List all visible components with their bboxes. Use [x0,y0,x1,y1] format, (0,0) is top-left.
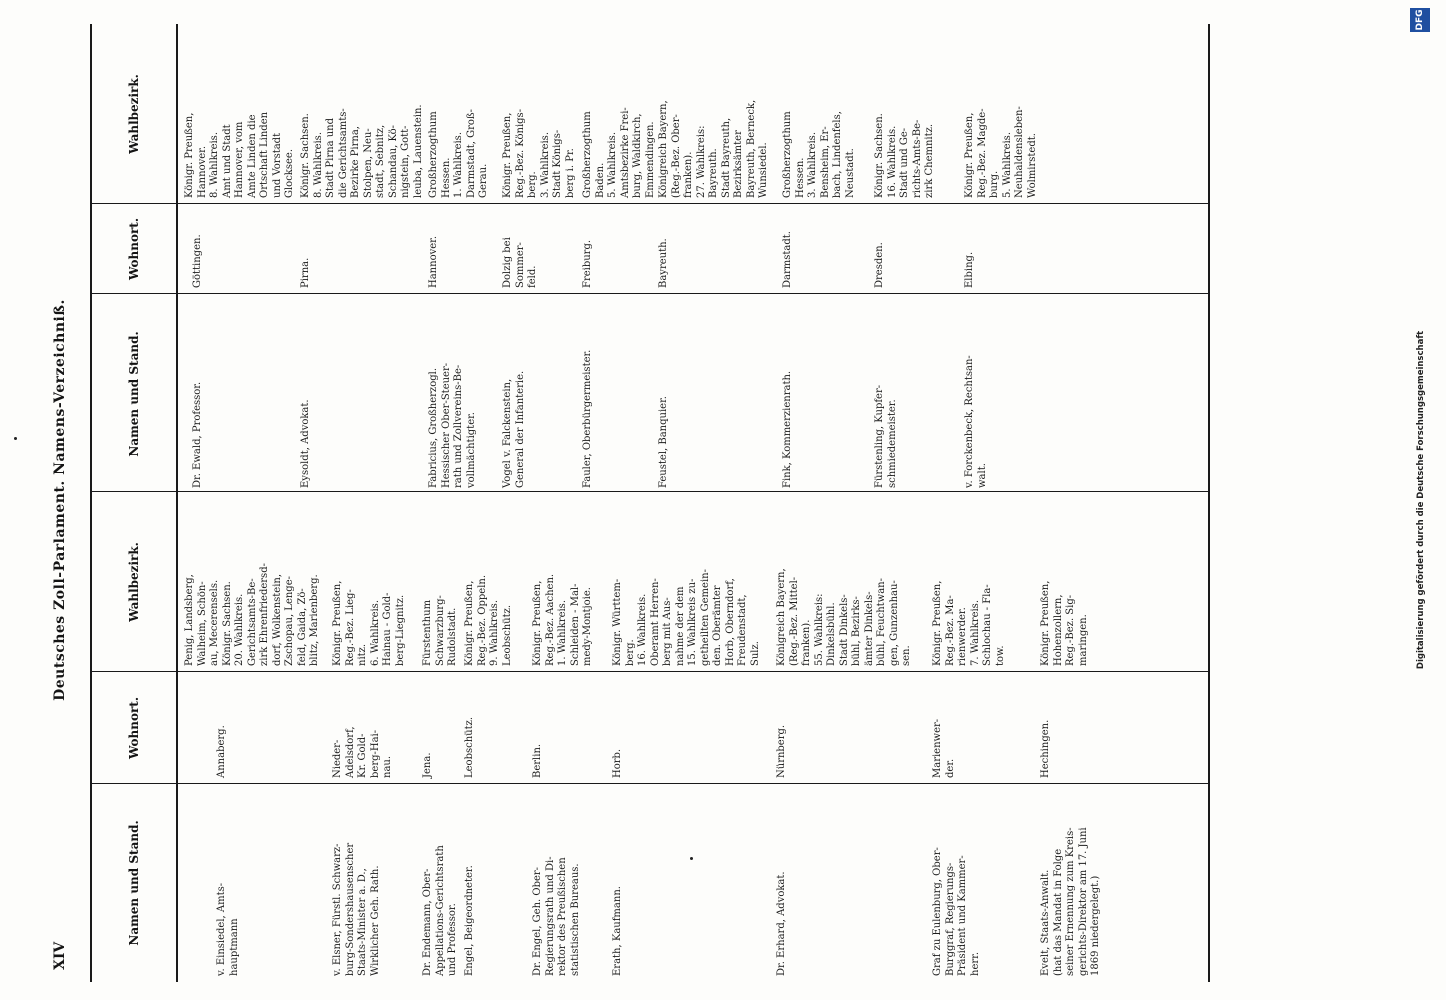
name-cell: Evelt, Staats-Anwalt. (hat das Mandat in Folge seiner Ernennung zum Kreis- gerichts-Direktor am 17. Juni 1869 niedergelegt.) [1040,827,1101,976]
district-cell: Königr. Württem- berg. 16. Wahlkreis. Oberamt Herren- berg mit Aus- nahme der dem 15. Wahlkreis zu- getheilten Gemein- den. Oberämter Horb, Oberndorf, Freudenstadt, Sulz. [612,569,761,666]
column-divider [92,671,1208,672]
residence-cell: Darmstadt. [782,231,793,288]
residence-cell: Dolzig bei Sommer- feld. [502,237,538,288]
name-cell: Engel, Beigeordneter. [464,865,475,976]
name-cell: Dr. Ewald, Professor. [192,381,203,488]
dfg-logo: DFG [1410,8,1430,32]
name-cell: Fauler, Oberbürgermeister. [582,349,593,488]
district-cell: Königr. Preußen, Reg.-Bez. Königs- berg. 3. Wahlkreis. Stadt Königs- berg i. Pr. [502,108,576,198]
district-cell: Königreich Bayern, (Reg.-Bez. Ober- franken). 27. Wahlkreis: Bayreuth. Stadt Bayreuth, Bezirksämter Bayreuth, Berneck, Wunsiedel. [658,99,769,198]
residence-cell: Hannover. [428,235,439,288]
name-cell: Dr. Engel, Geh. Ober- Regierungsrath und Di- rektor des Preußischen statistischen Bureaus. [532,856,581,976]
district-cell: Königr. Preußen, Reg.-Bez. Aachen. 1. Wahlkreis. Schleiden - Mal- medy-Montjoie. [532,573,593,666]
district-cell: Königr. Preußen, Hohenzollern, Reg.-Bez. Sig- maringen. [1040,580,1089,666]
district-cell: Großherzogthum Hessen. 1. Wahlkreis. Darmstadt, Groß- Gerau. [428,109,489,198]
header-district-right: Wahlbezirk. [92,24,178,204]
name-cell: Graf zu Eulenburg, Ober- Burggraf, Regierungs- Präsident und Kammer- herr. [932,847,981,976]
header-name-right: Namen und Stand. [92,294,178,494]
residence-cell: Göttingen. [192,234,203,288]
residence-cell: Bayreuth. [658,238,669,288]
name-cell: Erath, Kaufmann. [612,886,623,976]
district-cell: Königreich Bayern, (Reg.-Bez. Mittel- franken). 55. Wahlkreis: Dinkelsbühl. Stadt Dinkels- bühl, Bezirks- ämter Dinkels- bühl, Feuchtwan- gen, Gunzenhau- sen. [776,568,912,666]
district-cell: Großherzogthum Baden. 5. Wahlkreis. Amtsbezirke Frei- burg, Waldkirch, Emmendingen. [582,107,656,198]
ink-speck [690,857,693,860]
district-cell: Königr. Preußen, Hannover. 8. Wahlkreis. Amt und Stadt Hannover, vom Amte Linden die Ortschaft Linden und Vorstadt Glocksee. [184,111,295,198]
column-divider [92,203,1208,204]
residence-cell: Annaberg. [216,725,227,778]
district-cell: Großherzogthum Hessen. 3. Wahlkreis. Bensheim, Er- bach, Lindenfels, Neustadt. [782,111,856,198]
district-cell: Penig, Landsberg, Walheim, Schön- au, Mecerensels. Königr. Sachsen. 20. Wahlkreis. Gerichtsamts-Be- zirk Ehrenfriedersd- dorf, Wolkenstein, Zschopau, Lenge- feld, Gaida, Zö- blitz, Marienberg. [184,563,320,666]
name-cell: v. Elsner, Fürstl. Schwarz- burg-Sondershausenscher Staats-Minister a. D., Wirklicher Geh. Rath. [332,842,381,976]
header-residence-left: Wohnort. [92,672,178,784]
ink-speck [14,437,17,440]
residence-cell: Nürnberg. [776,724,787,778]
name-cell: Fürstenling, Kupfer- schmiedemeister. [874,384,898,488]
column-divider [92,783,1208,784]
residence-cell: Jena. [422,752,433,778]
column-divider [92,293,1208,294]
header-name-left: Namen und Stand. [92,784,178,982]
name-cell: Fink, Kommerzienrath. [782,370,793,488]
residence-cell: Hechingen. [1040,719,1051,778]
name-cell: Eysoldt, Advokat. [300,399,311,488]
right-table [90,24,1210,494]
page-title: Deutsches Zoll-Parlament. Namens-Verzeichniß. [52,299,68,701]
residence-cell: Leobschütz. [464,716,475,778]
name-cell: Fabricius, Großherzogl. Hessischer Ober-Steuer- rath und Zollvereins-Be- vollmächtigter. [428,362,477,488]
residence-cell: Marienwer- der. [932,718,956,778]
left-table [90,492,1210,982]
district-cell: Königr. Sachsen. 16. Wahlkreis. Stadt und Ge- richts-Amts-Be- zirk Chemnitz. [874,113,935,198]
residence-cell: Berlin. [532,743,543,778]
header-district-left: Wahlbezirk. [92,492,178,672]
name-cell: v. Forckenbeck, Rechtsan- walt. [964,355,988,488]
name-cell: Dr. Endemann, Ober- Appellations-Gerichtsrath und Professor. [422,845,458,976]
name-cell: v. Einsiedel, Amts- hauptmann [216,882,240,976]
header-residence-right: Wohnort. [92,204,178,294]
residence-cell: Freiburg. [582,239,593,288]
digitization-credit: Digitalisierung gefördert durch die Deutsche Forschungsgemeinschaft [1416,330,1426,670]
district-cell: Königr. Preußen, Reg.-Bez. Oppeln. 9. Wahlkreis. Leobschütz. [464,574,513,666]
residence-cell: Dresden. [874,242,885,288]
residence-cell: Horb. [612,748,623,778]
district-cell: Königr. Sachsen. 8. Wahlkreis. Stadt Pirna und die Gerichtsamts- Bezirke Pirna, Stolpen, Neu- stadt, Sebnitz, Schandau, Kö- nigstein, Gott- leuba, Lauenstein. [300,104,424,198]
name-cell: Vogel v. Falckenstein, General der Infanterie. [502,370,526,488]
district-cell: Königr. Preußen, Reg.-Bez. Lieg- nitz. 6. Wahlkreis. Hainau - Gold- berg-Liegnitz. [332,580,406,666]
district-cell: Fürstenthum Schwarzburg- Rudolstadt. [422,595,458,666]
district-cell: Königr. Preußen, Reg.-Bez. Magde- burg. 5. Wahlkreis. Neuhaldensleben- Wolmirstedt. [964,106,1038,198]
district-cell: Königr. Preußen, Reg.-Bez. Ma- rienwerder. 7. Wahlkreis. Schlochau - Fla- tow. [932,580,1006,666]
residence-cell: Nieder- Adelsdorf, Kr. Gold- berg-Hai- nau. [332,726,393,778]
name-cell: Dr. Erhard, Advokat. [776,871,787,976]
residence-cell: Pirna. [300,257,311,288]
page-number: XIV [52,941,68,970]
name-cell: Feustel, Banquier. [658,396,669,488]
residence-cell: Elbing. [964,251,975,288]
